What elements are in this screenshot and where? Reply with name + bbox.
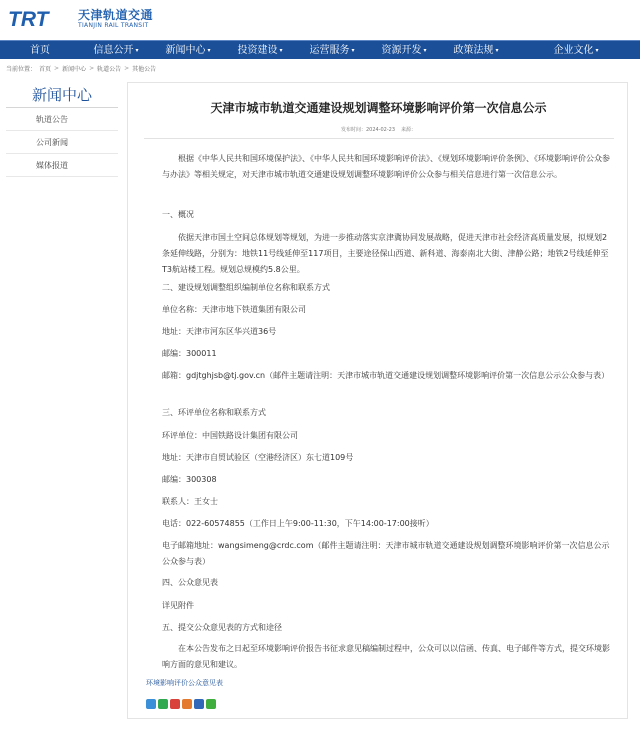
nav-item-1[interactable]	[80, 41, 152, 60]
article-meta	[128, 126, 629, 133]
logo-mark-text: TRT	[8, 8, 49, 30]
article-paragraph: 电子邮箱地址：wangsimeng@crdc.com（邮件主题请注明：天津市城市轨道交通建设规划调整环境影响评价第一次信息公示公众参与表）	[162, 541, 610, 566]
article-paragraph: 电话：022-60574855（工作日上午9:00-11:30，下午14:00-17:00接听）	[162, 519, 434, 528]
nav-item-6[interactable]	[440, 41, 512, 60]
nav-item-4[interactable]	[296, 41, 368, 60]
nav-item-label: 资源开发	[381, 45, 422, 56]
chevron-down-icon: ▾	[351, 47, 355, 54]
breadcrumb	[6, 64, 156, 73]
date-label: 发布时间：	[340, 127, 366, 133]
nav-item-label: 投资建设	[237, 45, 278, 56]
breadcrumb-item[interactable]: 新闻中心	[62, 66, 87, 73]
douban-icon[interactable]	[182, 699, 192, 709]
chevron-down-icon: ▾	[595, 47, 599, 54]
article-paragraph: 根据《中华人民共和国环境保护法》、《中华人民共和国环境影响评价法》、《规划环境影响评价条例》、《环境影响评价公众参与办法》等相关规定，对天津市城市轨道交通建设规划调整环境影响评价公众参与相关信息进行第一次信息公示。	[162, 154, 610, 179]
article-paragraph: 五、提交公众意见表的方式和途径	[162, 623, 282, 632]
weibo-icon[interactable]	[158, 699, 168, 709]
breadcrumb-separator-icon: >	[89, 65, 95, 72]
breadcrumb-item[interactable]: 其他公告	[132, 66, 157, 73]
logo-chinese-name: 天津轨道交通	[78, 7, 154, 22]
kaixin-icon[interactable]	[194, 699, 204, 709]
nav-item-7[interactable]	[512, 41, 640, 60]
article-paragraph: 详见附件	[162, 601, 194, 610]
article-paragraph: 单位名称：天津市地下铁道集团有限公司	[162, 305, 306, 314]
article-paragraph: 环评单位：中国铁路设计集团有限公司	[162, 431, 298, 440]
meta-divider	[144, 138, 614, 139]
article-paragraph: 邮编：300308	[162, 475, 217, 484]
nav-item-0[interactable]	[0, 41, 80, 60]
nav-item-label: 首页	[30, 45, 50, 56]
main-nav	[0, 40, 640, 59]
attachment-link[interactable]: 环境影响评价公众意见表	[146, 679, 223, 687]
sidebar	[6, 82, 118, 177]
site-logo[interactable]	[8, 8, 153, 30]
sidebar-item-2[interactable]: 媒体报道	[6, 154, 118, 177]
article-paragraph: 四、公众意见表	[162, 578, 218, 587]
sidebar-title: 新闻中心	[6, 82, 118, 108]
nav-item-2[interactable]	[152, 41, 224, 60]
article-paragraph: 在本公告发布之日起至环境影响评价报告书征求意见稿编制过程中，公众可以以信函、传真、电子邮件等方式，提交环境影响方面的意见和建议。	[162, 644, 610, 669]
breadcrumb-separator-icon: >	[124, 65, 130, 72]
nav-item-label: 政策法规	[453, 45, 494, 56]
breadcrumb-separator-icon: >	[54, 65, 60, 72]
breadcrumb-prefix: 当前位置：	[6, 66, 37, 73]
article-paragraph: 邮编：300011	[162, 349, 217, 358]
article-paragraph: 依据天津市国土空间总体规划等规划，为进一步推动落实京津冀协同发展战略，促进天津市社会经济高质量发展，拟规划2条延伸线路，分别为：地铁11号线延伸至117项目，主要途径保山西道、新科道、海泰南北大街、津静公路；地铁2号线延伸至T3航站楼工程。规划总规模约5.8公里。	[162, 233, 609, 274]
nav-item-3[interactable]	[224, 41, 296, 60]
article-paragraph: 一、概况	[162, 210, 194, 219]
wechat-icon[interactable]	[206, 699, 216, 709]
article-paragraph: 二、建设规划调整组织编制单位名称和联系方式	[162, 283, 330, 292]
article-paragraph: 地址：天津市河东区华兴道36号	[162, 327, 277, 336]
nav-item-5[interactable]	[368, 41, 440, 60]
chevron-down-icon: ▾	[135, 47, 139, 54]
nav-item-label: 运营服务	[309, 45, 350, 56]
nav-item-label: 企业文化	[553, 45, 594, 56]
publish-date: 2024-02-23	[365, 127, 396, 133]
article-title: 天津市城市轨道交通建设规划调整环境影响评价第一次信息公示	[210, 101, 547, 115]
trt-logo-mark	[8, 8, 70, 30]
logo-english-name: TIANJIN RAIL TRANSIT	[78, 21, 149, 29]
nav-item-label: 新闻中心	[165, 45, 206, 56]
article-paragraph: 联系人：王女士	[162, 497, 218, 506]
share-bar	[146, 699, 216, 709]
qzone-icon[interactable]	[146, 699, 156, 709]
chevron-down-icon: ▾	[423, 47, 427, 54]
breadcrumb-item[interactable]: 首页	[39, 66, 52, 73]
sidebar-item-0[interactable]: 轨道公告	[6, 108, 118, 131]
chevron-down-icon: ▾	[495, 47, 499, 54]
renren-icon[interactable]	[170, 699, 180, 709]
breadcrumb-item[interactable]: 轨道公告	[97, 66, 122, 73]
nav-item-label: 信息公开	[93, 45, 134, 56]
sidebar-item-1[interactable]: 公司新闻	[6, 131, 118, 154]
article-paragraph: 邮箱：gdjtghjsb@tj.gov.cn（邮件主题请注明：天津市城市轨道交通建设规划调整环境影响评价第一次信息公示公众参与表）	[162, 371, 610, 380]
article-panel	[127, 82, 628, 719]
article-paragraph: 三、环评单位名称和联系方式	[162, 408, 266, 417]
chevron-down-icon: ▾	[279, 47, 283, 54]
chevron-down-icon: ▾	[207, 47, 211, 54]
site-header	[0, 0, 640, 40]
article-paragraph: 地址：天津市自贸试验区（空港经济区）东七道109号	[162, 453, 354, 462]
source-label: 来源：	[401, 127, 417, 133]
